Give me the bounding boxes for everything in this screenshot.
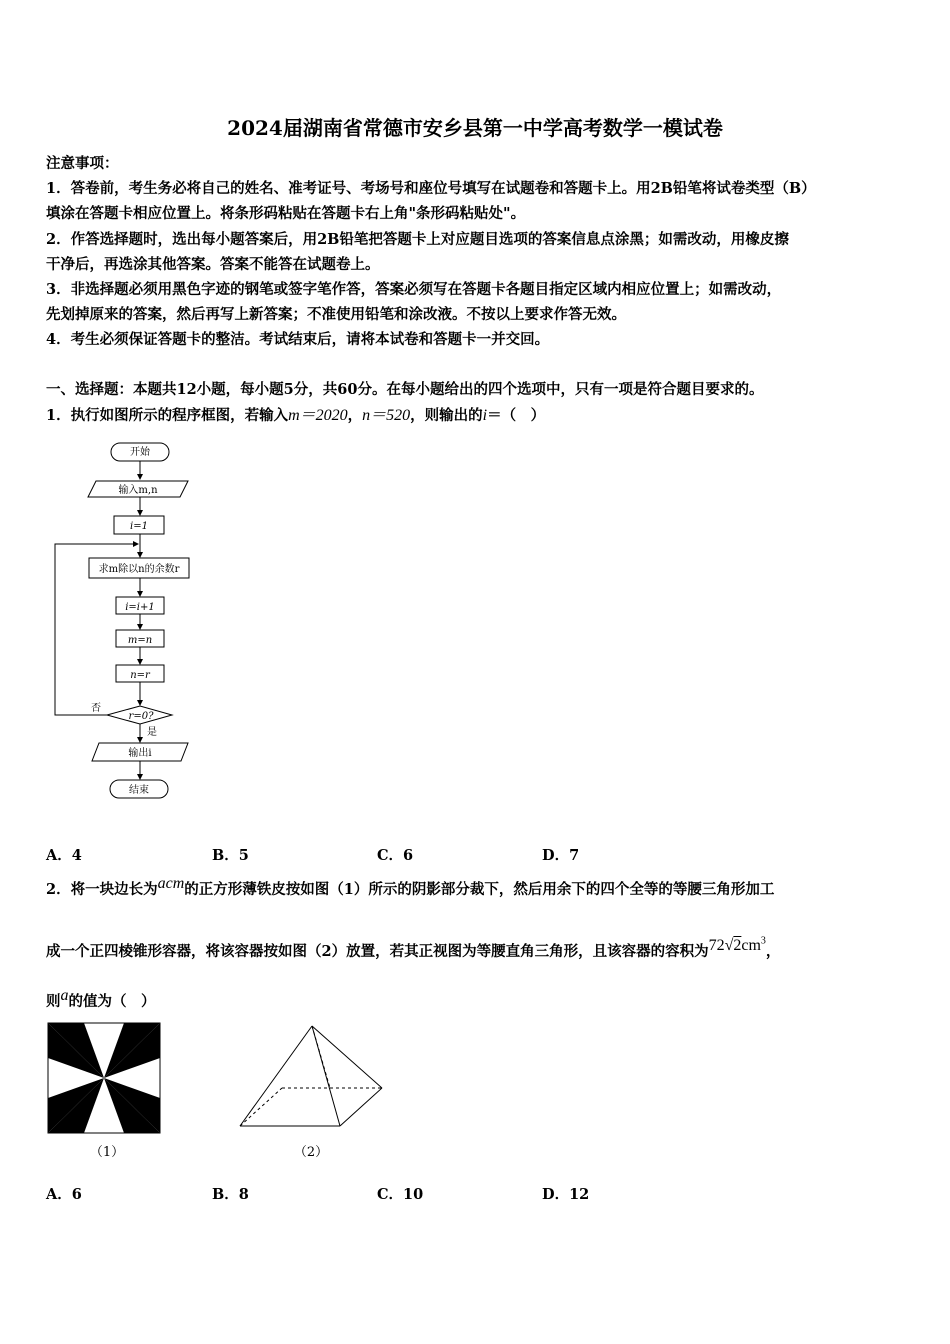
section-heading: 一、选择题：本题共12小题，每小题5分，共60分。在每小题给出的四个选项中，只有一项是符合题目要求的。 bbox=[46, 381, 764, 398]
flowchart-assign-n-label: n=r bbox=[130, 670, 150, 681]
flowchart-condition-label: r=0? bbox=[128, 711, 154, 722]
q1-m-expr: m＝2020 bbox=[288, 407, 348, 424]
q1-suffix: ，则输出的 bbox=[410, 407, 483, 424]
q2-line1-suffix: 的正方形薄铁皮按如图（1）所示的阴影部分裁下，然后用余下的四个全等的等腰三角形加工 bbox=[184, 881, 775, 898]
flowchart-assign-m-label: m=n bbox=[127, 635, 153, 646]
q1-option-a[interactable]: A．4 bbox=[46, 847, 82, 864]
q2-option-d[interactable]: D．12 bbox=[542, 1186, 590, 1203]
question-2-line-3 bbox=[46, 987, 156, 1011]
q1-prefix: 1．执行如图所示的程序框图，若输入 bbox=[46, 407, 289, 424]
q2-side-var: acm bbox=[157, 875, 185, 892]
notice-line: 先划掉原来的答案，然后再写上新答案；不准使用铅笔和涂改液。不按以上要求作答无效。 bbox=[46, 306, 626, 323]
q1-i-var: i bbox=[482, 407, 488, 424]
q2-volume-exp: 3 bbox=[760, 935, 766, 947]
q2-volume-expr bbox=[709, 937, 766, 954]
notice-line: 干净后，再选涂其他答案。答案不能答在试题卷上。 bbox=[46, 256, 380, 273]
q2-line3-suffix: 的值为（ ） bbox=[68, 993, 156, 1010]
notice-line: 2．作答选择题时，选出每小题答案后，用2B铅笔把答题卡上对应题目选项的答案信息点涂黑；如需改动，用橡皮擦 bbox=[46, 231, 789, 248]
question-2-line-1 bbox=[46, 875, 775, 899]
q1-n-expr: n＝520 bbox=[362, 407, 411, 424]
figure-2-pyramid bbox=[240, 1026, 382, 1126]
flowchart-start-label: 开始 bbox=[130, 447, 150, 458]
q1-option-c[interactable]: C．6 bbox=[377, 847, 414, 864]
flowchart-init-label: i=1 bbox=[130, 521, 148, 532]
q1-end: ＝（ ） bbox=[487, 407, 546, 424]
flowchart-increment-label: i=i+1 bbox=[125, 602, 155, 613]
q2-a-var: a bbox=[60, 987, 69, 1004]
q2-option-b[interactable]: B．8 bbox=[212, 1186, 249, 1203]
sqrt-icon: √ bbox=[724, 937, 734, 954]
q2-volume-coef: 72 bbox=[708, 937, 725, 954]
flowchart-output-label: 输出i bbox=[128, 748, 152, 759]
q2-line2-text: 成一个正四棱锥形容器，将该容器按如图（2）放置，若其正视图为等腰直角三角形，且该容器的容积为 bbox=[46, 943, 709, 960]
figure-1-caption: （1） bbox=[89, 1145, 125, 1160]
question-2-line-2 bbox=[46, 935, 781, 961]
flowchart bbox=[0, 430, 260, 810]
q1-option-b[interactable]: B．5 bbox=[212, 847, 249, 864]
figure-1-square bbox=[48, 1023, 160, 1133]
q2-volume-unit: cm bbox=[741, 937, 761, 954]
notice-heading: 注意事项： bbox=[46, 155, 119, 172]
q2-volume-radicand: 2 bbox=[733, 937, 742, 954]
notice-line: 填涂在答题卡相应位置上。将条形码粘贴在答题卡右上角"条形码粘贴处"。 bbox=[46, 205, 526, 222]
flowchart-input-label: 输入m,n bbox=[118, 485, 158, 496]
q2-line1-prefix: 2．将一块边长为 bbox=[46, 881, 158, 898]
q1-sep: ， bbox=[347, 407, 363, 424]
q2-line2-end: ， bbox=[765, 943, 781, 960]
notice-line: 4．考生必须保证答题卡的整洁。考试结束后，请将本试卷和答题卡一并交回。 bbox=[46, 331, 550, 348]
page-title: 2024届湖南省常德市安乡县第一中学高考数学一模试卷 bbox=[227, 116, 723, 140]
flowchart-yes-label: 是 bbox=[147, 727, 157, 738]
flowchart-remainder-label: 求m除以n的余数r bbox=[98, 564, 180, 575]
q2-figures bbox=[40, 1018, 400, 1168]
flowchart-end-label: 结束 bbox=[129, 785, 149, 796]
q2-option-a[interactable]: A．6 bbox=[46, 1186, 82, 1203]
q1-option-d[interactable]: D．7 bbox=[542, 847, 580, 864]
question-1-stem bbox=[46, 402, 545, 425]
figure-2-caption: （2） bbox=[293, 1145, 329, 1160]
q2-line3-prefix: 则 bbox=[46, 993, 61, 1010]
notice-line: 3．非选择题必须用黑色字迹的钢笔或签字笔作答，答案必须写在答题卡各题目指定区域内相应位置上；如需改动， bbox=[46, 281, 782, 298]
flowchart-no-label: 否 bbox=[91, 703, 101, 714]
notice-line: 1．答卷前，考生务必将自己的姓名、准考证号、考场号和座位号填写在试题卷和答题卡上。用2B铅笔将试卷类型（B） bbox=[46, 180, 816, 197]
q2-option-c[interactable]: C．10 bbox=[377, 1186, 424, 1203]
